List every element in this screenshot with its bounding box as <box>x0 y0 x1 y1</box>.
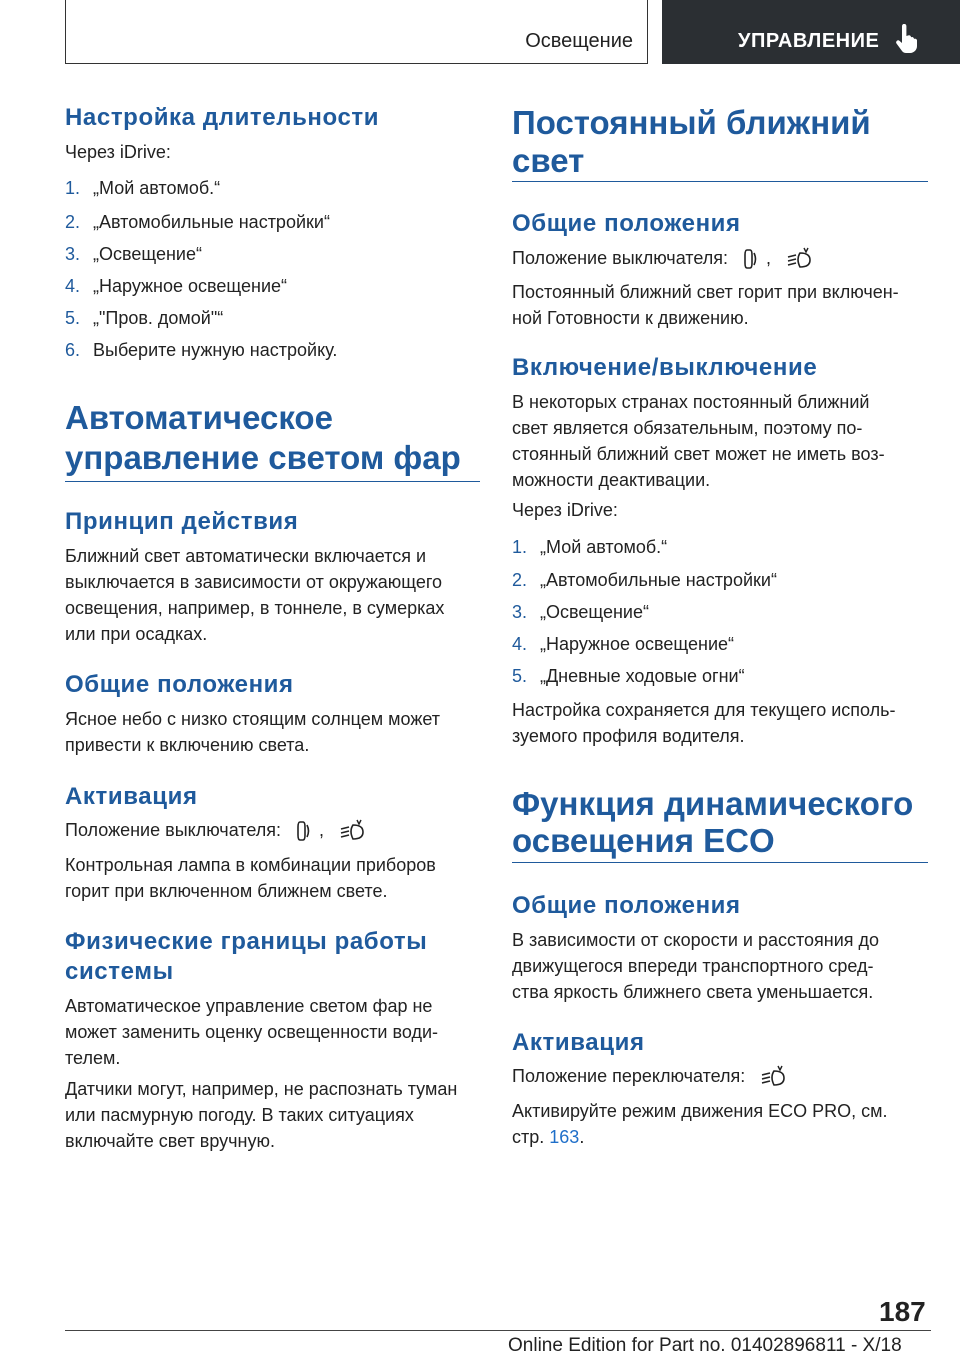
list-item-number: 1. <box>512 537 528 557</box>
limits-line: Датчики могут, например, не распознать туман <box>65 1079 458 1099</box>
onoff-line: можности деактивации. <box>512 470 711 490</box>
limits-line: может заменить оценку освещенности води- <box>65 1022 439 1042</box>
list-item-number: 2. <box>512 570 528 590</box>
eco-general-line: движущегося впереди транспортного сред- <box>512 956 874 976</box>
eco-activation-prefix: стр. <box>512 1127 545 1147</box>
drl-switch-label: Положение выключателя: <box>512 248 729 268</box>
drl-switch-separator: , <box>766 248 772 268</box>
principle-line: Ближний свет автоматически включается и <box>65 546 427 566</box>
principle-line: выключается в зависимости от окружающего <box>65 572 443 592</box>
duration-intro: Через iDrive: <box>65 142 171 162</box>
activation-heading: Активация <box>65 783 198 810</box>
eco-title-line1: Функция динамического <box>512 785 914 822</box>
eco-general-line: В зависимости от скорости и расстояния до <box>512 930 880 950</box>
list-item-number: 3. <box>512 602 528 622</box>
eco-general-line: ства яркость ближнего света уменьшается. <box>512 982 874 1002</box>
principle-heading: Принцип действия <box>65 508 299 535</box>
footer-edition: Online Edition for Part no. 01402896811 - X/18 <box>508 1335 902 1356</box>
limits-line: или пасмурную погоду. В таких ситуациях <box>65 1105 414 1125</box>
list-item-number: 5. <box>512 666 528 686</box>
onoff-line: стоянный ближний свет может не иметь воз- <box>512 444 885 464</box>
pointing-hand-icon <box>894 24 920 54</box>
list-item: „Освещение“ <box>93 244 202 264</box>
auto-title-line1: Автоматическое <box>65 399 333 436</box>
eco-activation-suffix: . <box>579 1127 585 1147</box>
limits-line: телем. <box>65 1048 121 1068</box>
onoff-note-line: зуемого профиля водителя. <box>512 726 745 746</box>
drl-general-line: Постоянный ближний свет горит при включен- <box>512 282 899 302</box>
limits-line: включайте свет вручную. <box>65 1131 275 1151</box>
list-item-number: 3. <box>65 244 81 264</box>
auto-headlight-switch-icon <box>741 247 761 271</box>
list-item: „Автомобильные настройки“ <box>93 212 330 232</box>
eco-switch-label: Положение переключателя: <box>512 1066 746 1086</box>
onoff-line: В некоторых странах постоянный ближний <box>512 392 870 412</box>
section-rule <box>512 862 928 863</box>
list-item: „Автомобильные настройки“ <box>540 570 777 590</box>
general-heading: Общие положения <box>65 671 294 698</box>
list-item-number: 4. <box>512 634 528 654</box>
list-item-number: 5. <box>65 308 81 328</box>
activation-label: Положение выключателя: <box>65 820 282 840</box>
low-beam-headlight-icon <box>760 1065 788 1089</box>
list-item: „Мой автомоб.“ <box>93 178 221 198</box>
list-item: „Освещение“ <box>540 602 649 622</box>
activation-line: Контрольная лампа в комбинации приборов <box>65 855 436 875</box>
list-item: Выберите нужную настройку. <box>93 340 338 360</box>
onoff-note-line: Настройка сохраняется для текущего исполь- <box>512 700 896 720</box>
eco-switch-line <box>512 1063 788 1089</box>
auto-title-line2: управление светом фар <box>65 439 461 476</box>
list-item: „"Пров. домой"“ <box>93 308 224 328</box>
list-item-number: 1. <box>65 178 81 198</box>
section-rule <box>65 481 480 482</box>
onoff-intro: Через iDrive: <box>512 500 618 520</box>
drl-title-line2: свет <box>512 142 585 179</box>
list-item: „Мой автомоб.“ <box>540 537 668 557</box>
section-rule <box>512 181 928 182</box>
drl-general-line: ной Готовности к движению. <box>512 308 749 328</box>
footer-rule <box>65 1330 931 1331</box>
activation-line: горит при включенном ближнем свете. <box>65 881 388 901</box>
header-section-title: Освещение <box>525 30 633 52</box>
duration-heading: Настройка длительности <box>65 104 380 131</box>
list-item: „Наружное освещение“ <box>93 276 288 296</box>
header-chapter-title: УПРАВЛЕНИЕ <box>738 30 880 52</box>
principle-line: освещения, например, в тоннеле, в сумерках <box>65 598 445 618</box>
eco-activation-line: Активируйте режим движения ECO PRO, см. <box>512 1101 888 1121</box>
list-item-number: 6. <box>65 340 81 360</box>
low-beam-headlight-icon <box>339 819 367 843</box>
page-number: 187 <box>879 1296 926 1327</box>
general-line: привести к включению света. <box>65 735 310 755</box>
list-item-number: 2. <box>65 212 81 232</box>
drl-title-line1: Постоянный ближний <box>512 104 871 141</box>
activation-switch-line <box>65 817 367 843</box>
eco-activation-ref-line <box>512 1124 584 1150</box>
list-item-number: 4. <box>65 276 81 296</box>
header-section-box <box>65 0 648 64</box>
limits-line: Автоматическое управление светом фар не <box>65 996 433 1016</box>
onoff-line: свет является обязательным, поэтому по- <box>512 418 863 438</box>
low-beam-headlight-icon <box>786 247 814 271</box>
eco-title-line2: освещения ECO <box>512 822 775 859</box>
general-line: Ясное небо с низко стоящим солнцем может <box>65 709 441 729</box>
header-chapter-box <box>662 0 960 64</box>
limits-heading-line2: системы <box>65 958 174 985</box>
list-item: „Дневные ходовые огни“ <box>540 666 745 686</box>
eco-general-heading: Общие положения <box>512 892 741 919</box>
onoff-heading: Включение/выключение <box>512 354 818 381</box>
list-item: „Наружное освещение“ <box>540 634 735 654</box>
activation-separator: , <box>319 820 325 840</box>
limits-heading-line1: Физические границы работы <box>65 928 428 955</box>
drl-switch-line <box>512 245 814 271</box>
principle-line: или при осадках. <box>65 624 208 644</box>
auto-headlight-switch-icon <box>294 819 314 843</box>
eco-activation-heading: Активация <box>512 1029 645 1056</box>
page-reference-link[interactable]: 163 <box>549 1127 580 1147</box>
drl-general-heading: Общие положения <box>512 210 741 237</box>
